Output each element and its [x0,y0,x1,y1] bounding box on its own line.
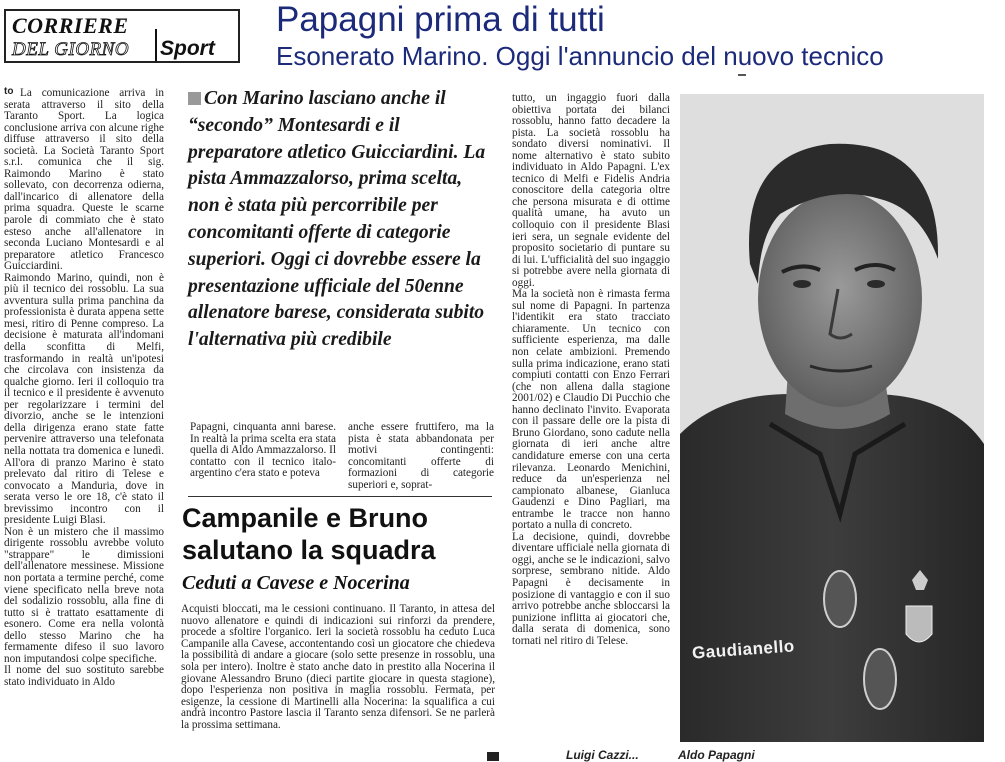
logo-line-3: Sport [160,37,215,60]
masthead-logo [4,9,240,63]
article-column-left [4,88,164,688]
coach-photo [680,94,984,742]
shirt-text: Gaudianello [691,636,796,663]
logo-line-2: DEL GIORNO [12,39,130,60]
square-bullet-icon [188,92,201,105]
paragraph: Raimondo Marino, quindi, non è più il tecnico dei rossoblu. La sua avventura sulla prima panchina da professionista è durata appena sette mesi, ritiro di Penne compreso. La decisione è maturata all'indomani della sconfitta di Melfi, trasformando in realtà un'ipotesi che circolava con insistenza da qualche giorno. Ieri il colloquio tra il tecnico e il presidente è avvenuto per regolarizzare i termini del divorzio, anche se le intenzioni della dirigenza erano state fatte pervenire attraverso una telefonata nella nottata tra domenica e lunedì. All'ora di pranzo Marino è stato prelevato dal ritiro di Telese e convocato a Manduria, dove in serata verso le ore 18, c'è stato il brevissimo incontro con il presidente Luigi Blasi. [4,271,164,527]
article-column-mid-1: Papagni, cinquanta anni barese. In realtà la prima scelta era stata quella di Aldo Ammazzalorso. Il contatto con il tecnico italo-argentino c'era stato e poteva [190,421,336,480]
paragraph: tutto, un ingaggio fuori dalla obiettiva portata dei bilanci rossoblu, hanno fatto decadere la pista. La società rossoblu ha sondato diversi nominativi. Il nome alternativo è stato subito individuato in Aldo Papagni. L'ex tecnico di Melfi e Fidelis Andria conoscitore della categoria oltre che persona misurata e di ottime qualità umane, ha avuto un colloquio con il presidente Blasi ieri sera, un segnale evidente del proposito societario di puntare su di lui. L'ufficialità del suo ingaggio si potrebbe avere nella giornata di oggi. [512,92,670,289]
paragraph: Non è un mistero che il massimo dirigente rossoblu avrebbe voluto "strappare" le dimissioni dell'allenatore messinese. Missione non portata a termine perché, come viene specificato nella breve nota del sodalizio rossoblu, alla fine di tutto si è trattato esattamente di esonero. Come era nella volontà dello stesso Marino che ha fermamente difeso il suo lavoro non imputandosi colpe specifiche. [4,525,164,665]
story2-body: Acquisti bloccati, ma le cessioni continuano. Il Taranto, in attesa del nuovo allenatore e quindi di indicazioni sui rinforzi da prendere, procede a sfoltire l'organico. Ieri la società rossoblu ha ceduto Luca Campanile alla Cavese, accontentando così un giocatore che chiedeva la possibilità di andare a giocare (solo sette presenze in rossoblu, una sola per intero). Inoltre è stato anche dato in prestito alla Nocerina il giovane Alessandro Bruno (dieci partite giocare in questa stagione), dopo l'esperienza non positiva in maglia rossoblu. Fermata, per esigenze, la cessione di Martinelli alla Nocerina: la squalifica a cui andrà incontro Pastore lascia il Taranto senza difensori. Se ne parlerà la prossima settimana. [181,603,495,731]
headline-text: Con Marino lasciano anche il “secondo” Montesardi e il preparatore atletico Guicciardini. La pista Ammazzalorso, prima scelta, non è stata più percorribile per concomitanti offerte di categorie superiori. Oggi ci dovrebbe essere la presentazione ufficiale del 50enne allenatore barese, considerata subito l'alternativa più credibile [188,88,486,351]
paragraph: La decisione, quindi, dovrebbe diventare ufficiale nella giornata di oggi, anche se le indicazioni, salvo sorprese, sembrano nitide. Aldo Papagni è decisamente in posizione di vantaggio e con il suo arrivo potrebbe anche sbloccarsi la punizione inflitta ai giocatori che, dalla serata di domenica, sono tornati nel ritiro di Telese. [512,530,670,647]
paragraph: Il nome del suo sostituto sarebbe stato individuato in Aldo [4,664,164,688]
article-headline [188,86,498,354]
page-subtitle: Esonerato Marino. Oggi l'annuncio del nuovo tecnico [276,41,884,71]
story2-headline: Campanile e Bruno salutano la squadra [182,503,436,565]
article-column-mid-2: anche essere fruttifero, ma la pista è stata abbandonata per motivi contingenti: concomitanti offerte di formazioni di categorie superiori e, soprat- [348,421,494,491]
paragraph: Ma la società non è rimasta ferma sul nome di Papagni. In partenza l'identikit era stato tracciato chiaramente. Un tecnico con sufficiente esperienza, ma dalle non celate ambizioni. Premendo sulla prima indicazione, erano stati compiuti contatti con Enzo Ferrari (che non allena dalla stagione 2001/02) e Claudio Di Pucchio che hanno declinato l'invito. Evaporata con il passare delle ore la pista di Bruno Giordano, sono cadute nella giornata di ieri anche altre candidature emerse con una certa rilevanza. Leonardo Menichini, reduce da un'esperienza nel campionato albanese, Gianluca Gaudenzi e Dino Pagliari, ma entrambe le tracce non hanno portato a nulla di concreto. [512,288,670,532]
byline: Luigi Cazzi... [566,748,639,762]
logo-line-1: CORRIERE [12,13,129,38]
section-divider [188,496,492,497]
article-column-right [512,93,670,647]
divider [738,74,746,76]
black-square-icon [487,752,499,761]
paragraph: La comunicazione arriva in serata attraverso il sito della Taranto Sport. La logica conclusione arriva con alcune righe diffuse attraverso il sito della società. La Società Taranto Sport s.r.l. comunica che il sig. Raimondo Marino è stato sollevato, con decorrenza odierna, dall'incarico di allenatore della prima squadra. Queste le scarne parole di commiato che è stato esteso anche all'allenatore in seconda Luciano Montesardi e al preparatore atletico Francesco Guicciardini. [4,87,164,273]
story2-subhead: Ceduti a Cavese e Nocerina [182,572,410,594]
logo-divider [155,29,157,61]
photo-caption: Aldo Papagni [678,748,755,762]
page-title: Papagni prima di tutti [276,0,605,39]
column-marker: to [4,86,14,97]
